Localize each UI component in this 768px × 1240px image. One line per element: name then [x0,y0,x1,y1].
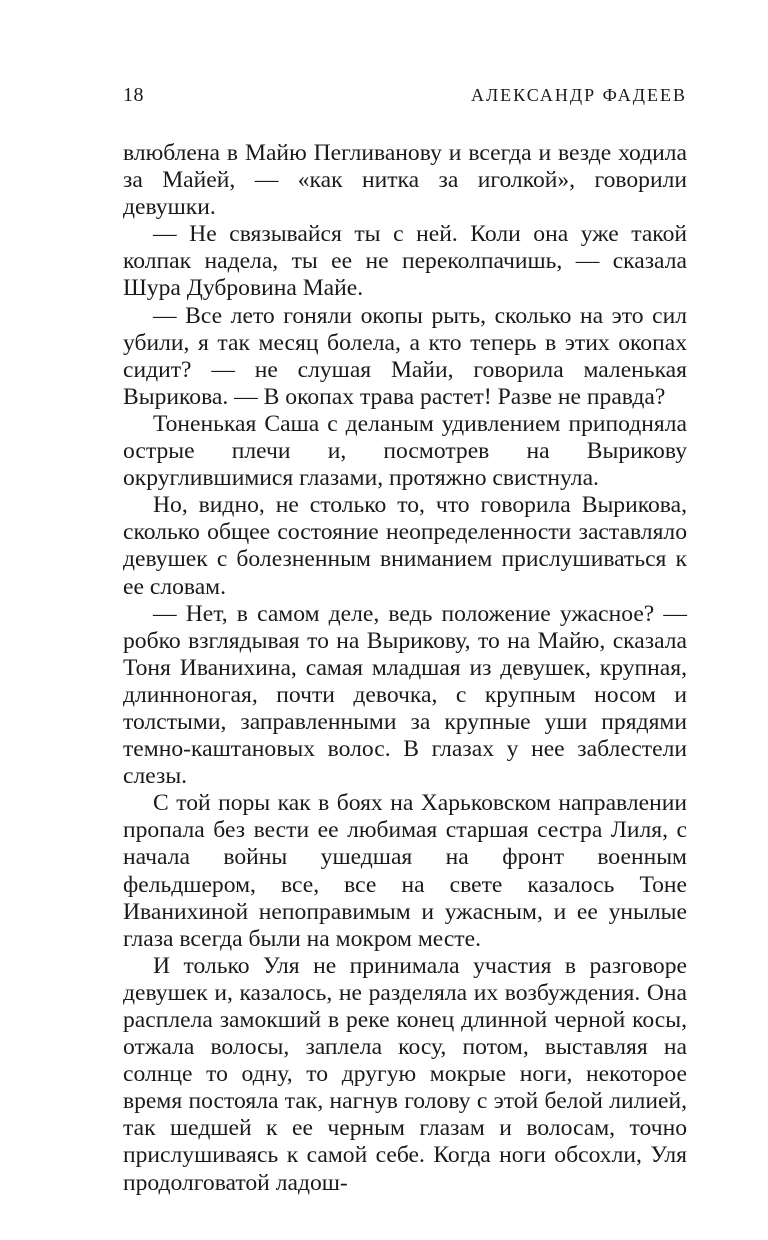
running-head-author: АЛЕКСАНДР ФАДЕЕВ [470,85,687,105]
body-text [123,140,687,1197]
paragraph: — Нет, в самом деле, ведь положение ужасное? — робко взглядывая то на Вырикову, то на Майю, сказала Тоня Иванихина, самая младшая из девушек, крупная, длинноногая, почти девочка, с крупным носом и толстыми, заправленными за крупные уши прядями темно-каштановых волос. В глазах у нее заблестели слезы. [123,600,687,790]
page-number: 18 [123,84,144,106]
book-page [123,84,687,1197]
paragraph-continued: влюблена в Майю Пегливанову и всегда и везде ходила за Майей, — «как нитка за иголкой», говорили девушки. [123,140,687,221]
paragraph: — Все лето гоняли окопы рыть, сколько на это сил убили, я так месяц болела, а кто теперь в этих окопах сидит? — не слушая Майи, говорила маленькая Вырикова. — В окопах трава растет! Разве не правда? [123,302,687,410]
paragraph: Тоненькая Саша с деланым удивлением приподняла острые плечи и, посмотрев на Вырикову округлившимися глазами, протяжно свистнула. [123,410,687,492]
paragraph: Но, видно, не столько то, что говорила Вырикова, сколько общее состояние неопределенности заставляло девушек с болезненным вниманием прислушиваться к ее словам. [123,492,687,600]
paragraph: — Не связывайся ты с ней. Коли она уже такой колпак надела, ты ее не переколпачишь, — сказала Шура Дубровина Майе. [123,221,687,302]
paragraph: С той поры как в боях на Харьковском направлении пропала без вести ее любимая старшая сестра Лиля, с начала войны ушедшая на фронт военным фельдшером, все, все на свете казалось Тоне Иванихиной непоправимым и ужасным, и ее унылые глаза всегда были на мокром месте. [123,790,687,952]
paragraph: И только Уля не принимала участия в разговоре девушек и, казалось, не разделяла их возбуждения. Она расплела замокший в реке конец длинной черной косы, отжала волосы, заплела косу, потом, выставляя на солнце то одну, то другую мокрые ноги, некоторое время постояла так, нагнув голову с этой белой лилией, так шедшей к ее черным глазам и волосам, точно прислушиваясь к самой себе. Когда ноги обсохли, Уля продолговатой ладош- [123,952,687,1196]
running-header [123,84,687,120]
